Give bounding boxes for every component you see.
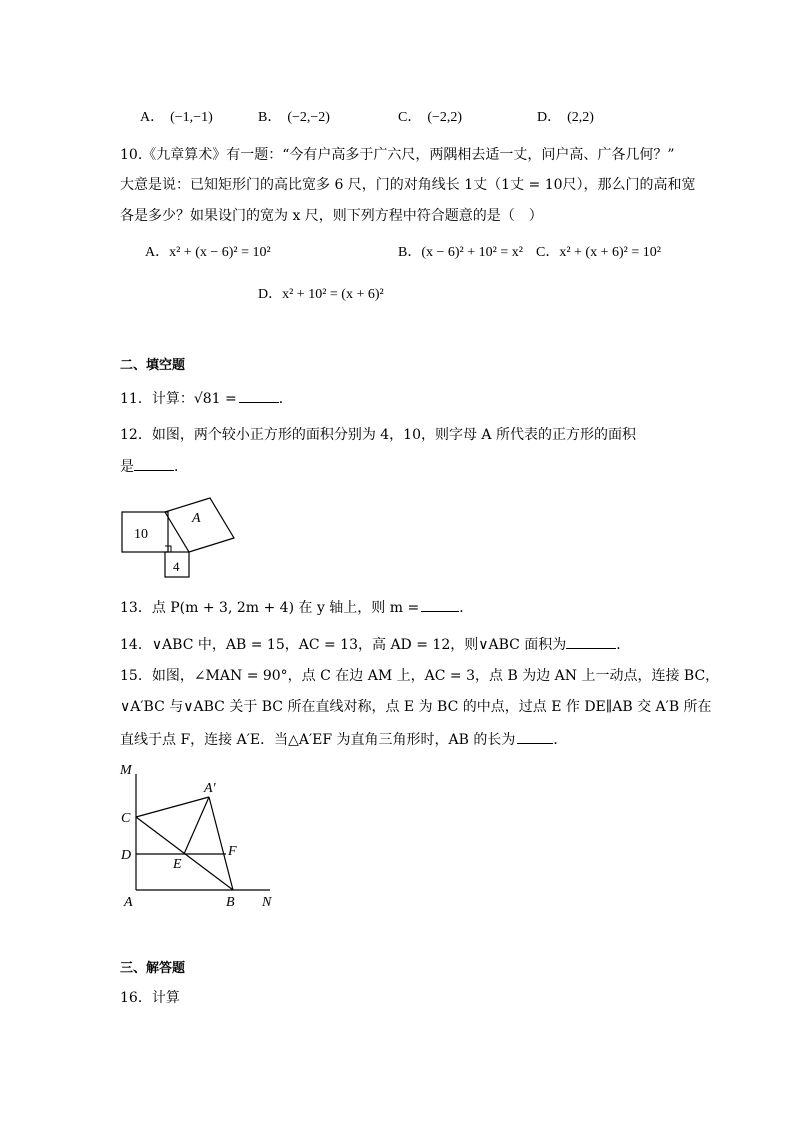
label-d: D	[121, 848, 132, 863]
label-c: C	[121, 811, 131, 826]
section-answer-title: 三、解答题	[120, 961, 186, 976]
label-e: E	[173, 857, 182, 872]
q15-geometry-figure	[112, 758, 292, 910]
q9-option-d: D． (2,2)	[537, 110, 594, 125]
q9-option-b: B． (−2,−2)	[258, 110, 330, 125]
q15-line1: 15．如图，∠MAN = 90°，点 C 在边 AM 上，AC = 3，点 B 为边 AN 上一动点，连接 BC，	[120, 668, 720, 684]
q12-answer-blank	[134, 456, 174, 471]
q12-line2: 是 ．	[120, 456, 188, 477]
label-f: F	[228, 844, 237, 859]
q10-option-a: A．x² + (x − 6)² = 10²	[145, 245, 271, 260]
q9-option-a: A． (−1,−1)	[140, 110, 213, 125]
q11-answer-blank	[239, 388, 279, 403]
segment-ca-prime	[136, 797, 209, 817]
q12-squares-figure	[118, 490, 248, 585]
label-10: 10	[134, 527, 148, 542]
q14-answer-blank	[566, 634, 616, 649]
section-fill-in-title: 二、填空题	[120, 358, 186, 373]
label-b: B	[226, 895, 235, 910]
label-4: 4	[173, 559, 180, 574]
q10-option-b: B．(x − 6)² + 10² = x²	[398, 245, 523, 260]
q10-line2: 大意是说：已知矩形门的高比宽多 6 尺，门的对角线长 1丈（1丈 = 10尺），那么门的高和宽	[120, 177, 696, 193]
q10-line1: 10.《九章算术》有一题：“今有户高多于广六尺，两隅相去适一丈，问户高、广各几何？”	[120, 147, 675, 163]
label-m: M	[120, 763, 132, 778]
q13-answer-blank	[421, 597, 459, 612]
q16: 16．计算	[120, 990, 180, 1006]
label-n: N	[262, 895, 272, 910]
segment-a-prime-e	[184, 797, 209, 854]
label-a-prime: A′	[204, 781, 216, 796]
label-a: A	[124, 895, 133, 910]
q13: 13．点 P(m + 3, 2m + 4) 在 y 轴上，则 m = ．	[120, 597, 473, 618]
q10-option-c: C．x² + (x + 6)² = 10²	[536, 245, 661, 260]
q11: 11．计算：√81 = ．	[120, 388, 293, 409]
q10-option-d: D．x² + 10² = (x + 6)²	[258, 287, 384, 302]
q9-option-c: C． (−2,2)	[398, 110, 463, 125]
q15-line3: 直线于点 F，连接 A′E．当△A′EF 为直角三角形时，AB 的长为 ．	[120, 729, 567, 750]
q10-line3: 各是多少？如果设门的宽为 x 尺，则下列方程中符合题意的是（ ）	[120, 208, 543, 224]
label-a: A	[192, 511, 201, 526]
q12-line1: 12．如图，两个较小正方形的面积分别为 4，10，则字母 A 所代表的正方形的面积	[120, 427, 636, 443]
q15-line2: ∨A′BC 与∨ABC 关于 BC 所在直线对称，点 E 为 BC 的中点，过点 E 作 DE∥AB 交 A′B 所在	[120, 699, 712, 715]
q14: 14．∨ABC 中，AB = 15，AC = 13，高 AD = 12，则∨ABC 面积为 ．	[120, 634, 630, 655]
q15-answer-blank	[517, 729, 553, 744]
